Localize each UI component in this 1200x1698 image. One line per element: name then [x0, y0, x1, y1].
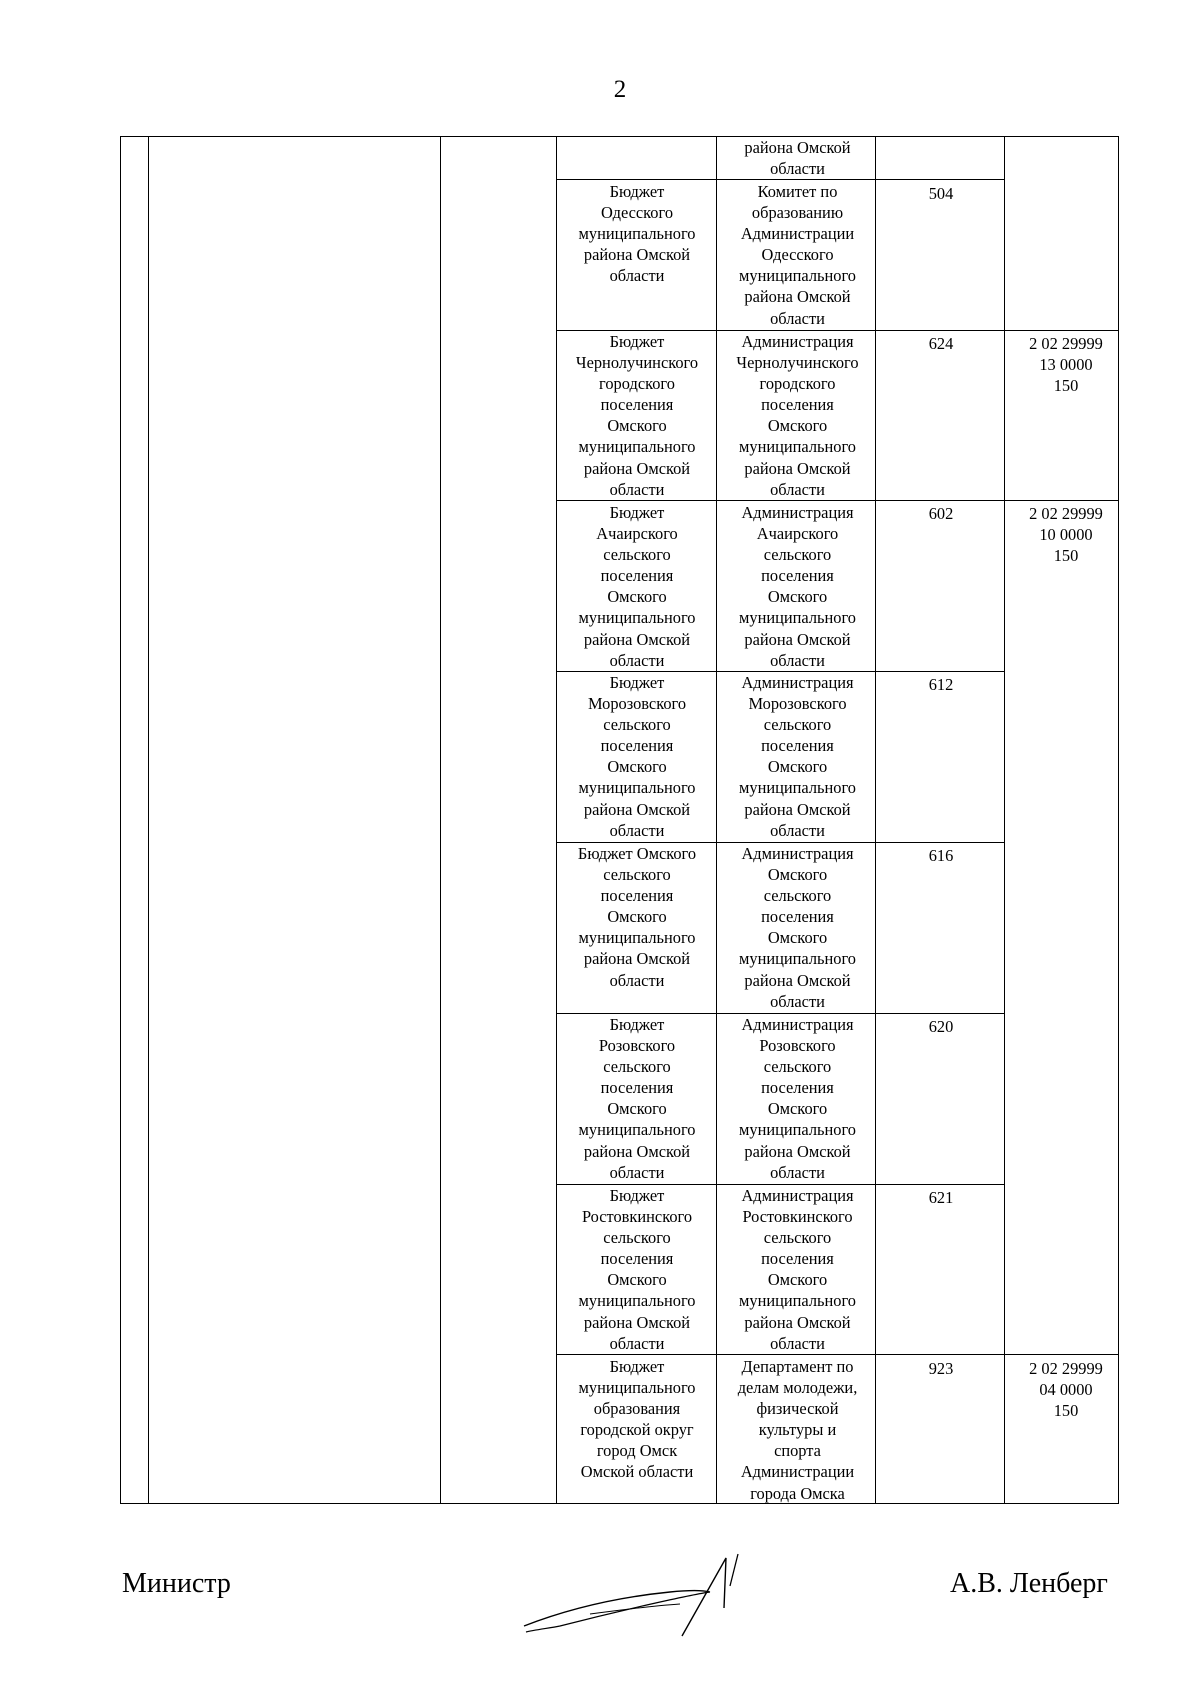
- signatory-position: Министр: [122, 1568, 231, 1599]
- cell-budget: Бюджет Розовского сельского поселения Омского муниципального района Омской области: [578, 1015, 696, 1182]
- cell-budget: Бюджет Ачаирского сельского поселения Омского муниципального района Омской области: [578, 503, 696, 670]
- cell-code: 923: [928, 1359, 954, 1378]
- handwritten-signature: [520, 1548, 750, 1638]
- cell-admin: Комитет по образованию Администрации Одесского муниципального района Омской области: [739, 182, 856, 328]
- table-column-divider: [875, 136, 876, 1503]
- cell-kbk: 2 02 29999 10 0000 150: [1029, 504, 1103, 566]
- table-column-divider: [148, 136, 149, 1503]
- cell-code: 504: [928, 184, 954, 203]
- cell-admin: Администрация Ростовкинского сельского поселения Омского муниципального района Омской области: [739, 1186, 856, 1353]
- cell-code: 621: [928, 1188, 954, 1207]
- row-divider: [556, 1354, 1119, 1355]
- table-border-left: [120, 136, 121, 1503]
- signatory-name: А.В. Ленберг: [950, 1568, 1108, 1599]
- cell-admin: Администрация Ачаирского сельского поселения Омского муниципального района Омской области: [739, 503, 856, 670]
- cell-code: 624: [928, 334, 954, 353]
- cell-budget: Бюджет Морозовского сельского поселения Омского муниципального района Омской области: [578, 673, 696, 840]
- page-number: 2: [613, 76, 627, 103]
- cell-budget: Бюджет Ростовкинского сельского поселения Омского муниципального района Омской области: [578, 1186, 696, 1353]
- cell-admin: Администрация Морозовского сельского поселения Омского муниципального района Омской области: [739, 673, 856, 840]
- row-divider: [556, 500, 1119, 501]
- cell-code: 602: [928, 504, 954, 523]
- cell-kbk: 2 02 29999 04 0000 150: [1029, 1359, 1103, 1421]
- cell-admin: Администрация Омского сельского поселения Омского муниципального района Омской области: [739, 844, 856, 1011]
- cell-code: 616: [928, 846, 954, 865]
- table-column-divider: [440, 136, 441, 1503]
- table-column-divider: [556, 136, 557, 1503]
- cell-code: 612: [928, 675, 954, 694]
- cell-kbk: 2 02 29999 13 0000 150: [1029, 334, 1103, 396]
- table-border-top: [120, 136, 1119, 137]
- cell-admin: Департамент по делам молодежи, физической культуры и спорта Администрации города Омска: [737, 1357, 858, 1503]
- cell-admin: Администрация Чернолучинского городского поселения Омского муниципального района Омской области: [736, 332, 859, 499]
- cell-budget: Бюджет Омского сельского поселения Омского муниципального района Омской области: [577, 844, 697, 990]
- cell-admin: района Омской области: [744, 138, 851, 179]
- cell-budget: Бюджет Одесского муниципального района Омской области: [578, 182, 696, 286]
- cell-code: 620: [928, 1017, 954, 1036]
- table-border-bottom: [120, 1503, 1119, 1504]
- table-column-divider: [716, 136, 717, 1503]
- cell-admin: Администрация Розовского сельского поселения Омского муниципального района Омской области: [739, 1015, 856, 1182]
- cell-budget: Бюджет Чернолучинского городского поселения Омского муниципального района Омской области: [575, 332, 699, 499]
- cell-budget: Бюджет муниципального образования городской округ город Омск Омской области: [578, 1357, 696, 1482]
- table-column-divider: [1004, 136, 1005, 1503]
